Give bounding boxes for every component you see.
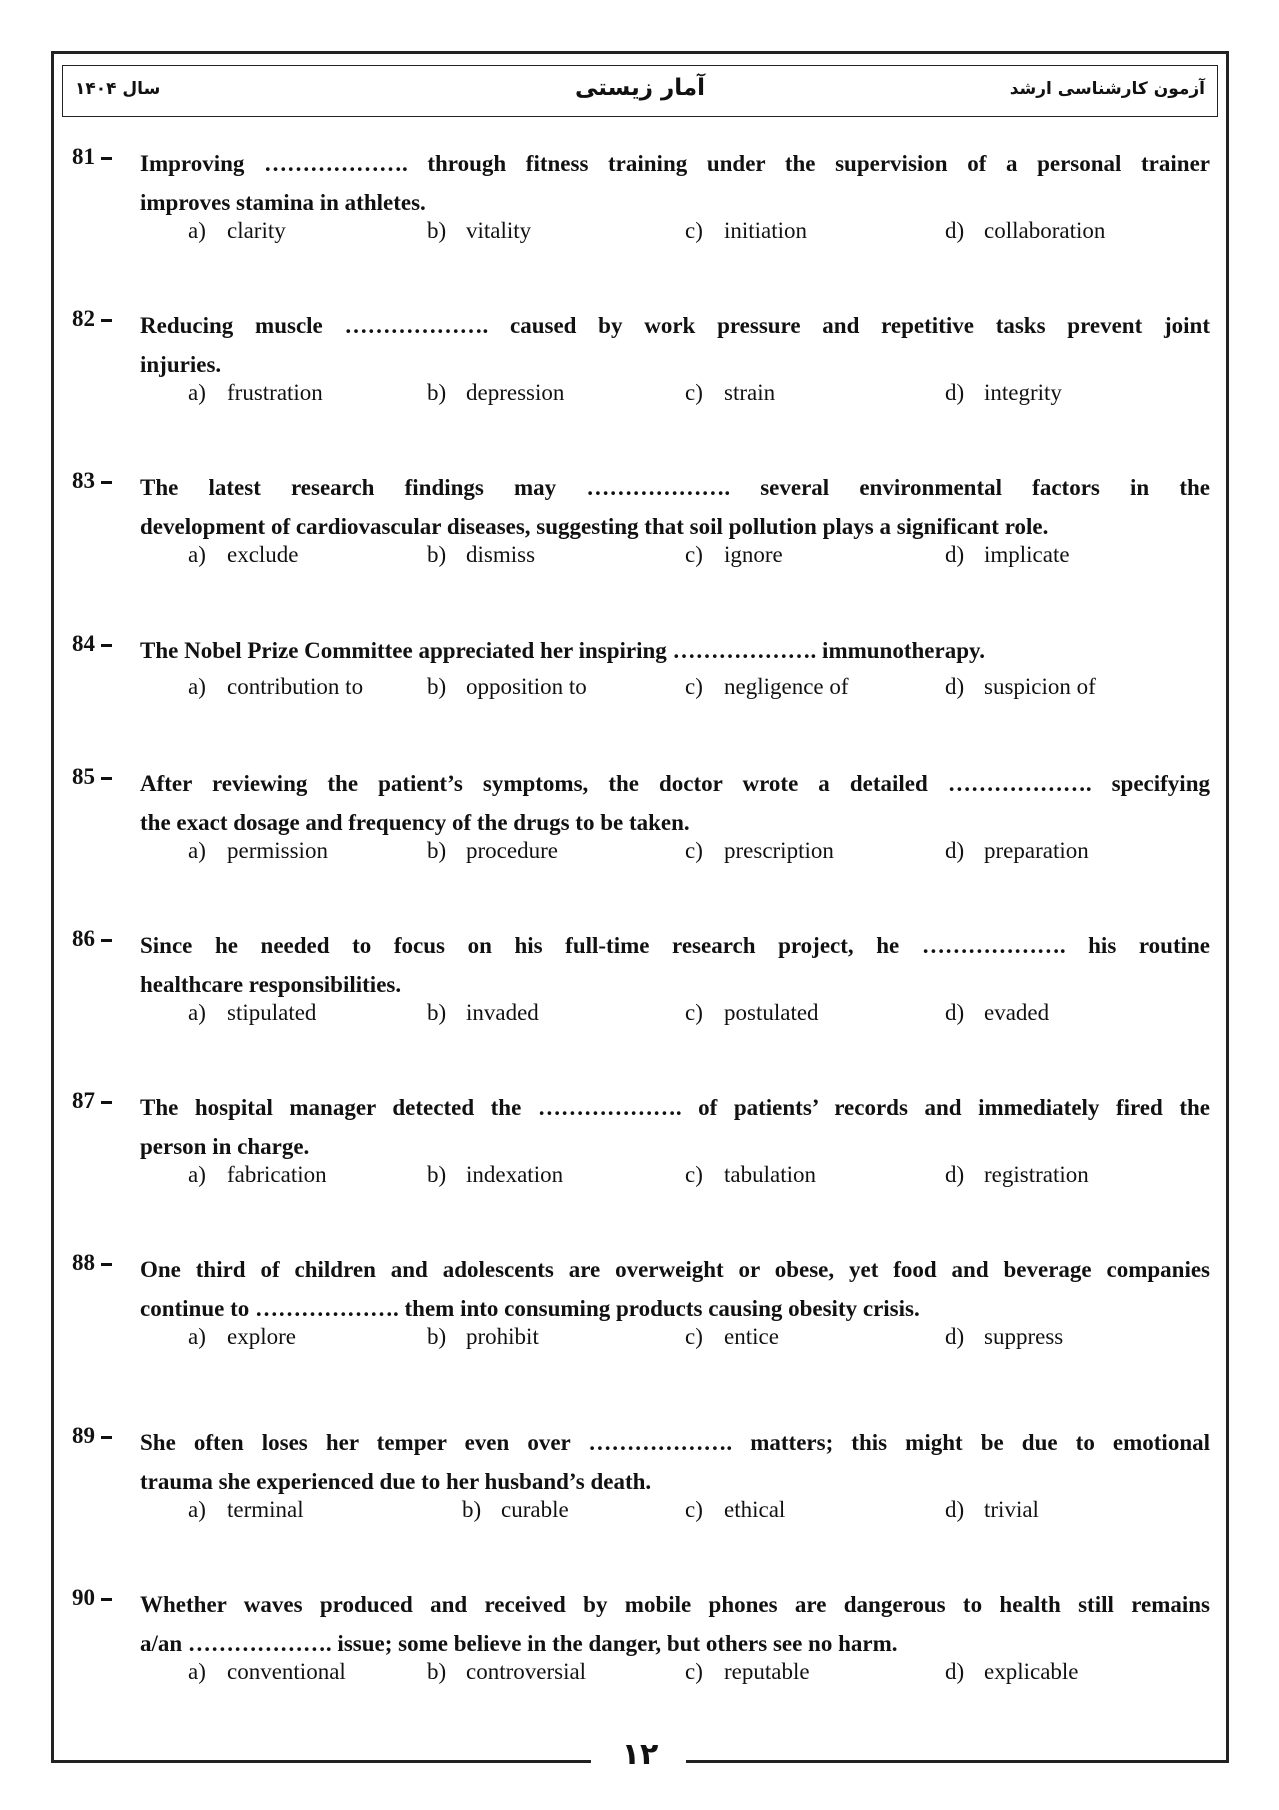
question-text (140, 144, 1210, 222)
answer-option-a[interactable] (188, 380, 323, 406)
question-number-text: 90 (72, 1585, 95, 1610)
answer-options (72, 1497, 1210, 1531)
question-text-line: Reducing muscle ………………. caused by work pressure and repetitive tasks prevent joint (140, 313, 1210, 338)
option-text: registration (984, 1162, 1089, 1187)
option-key: c) (685, 380, 703, 405)
option-key: a) (188, 1659, 206, 1684)
option-text: explore (227, 1324, 296, 1349)
option-text: initiation (724, 218, 808, 243)
answer-options (72, 838, 1210, 872)
option-key: b) (427, 674, 447, 699)
answer-option-c[interactable] (685, 1000, 819, 1026)
answer-option-b[interactable] (427, 1324, 539, 1350)
answer-option-a[interactable] (188, 1497, 304, 1523)
option-text: clarity (227, 218, 286, 243)
option-text: strain (724, 380, 776, 405)
option-key: a) (188, 542, 206, 567)
option-key: c) (685, 542, 703, 567)
answer-option-b[interactable] (427, 1000, 539, 1026)
answer-option-b[interactable] (427, 838, 558, 864)
question-number (72, 926, 112, 952)
question-text-line: improves stamina in athletes. (140, 190, 426, 215)
option-key: a) (188, 218, 206, 243)
option-text: fabrication (227, 1162, 327, 1187)
answer-option-c[interactable] (685, 1324, 779, 1350)
option-text: procedure (466, 838, 558, 863)
question-89 (72, 1423, 1210, 1531)
option-text: opposition to (466, 674, 587, 699)
answer-option-b[interactable] (462, 1497, 569, 1523)
answer-option-a[interactable] (188, 674, 363, 700)
question-text-line: a/an ………………. issue; some believe in the danger, but others see no harm. (140, 1631, 898, 1656)
option-text: permission (227, 838, 328, 863)
question-text-line: She often loses her temper even over ………………. matters; this might be due to emotional (140, 1430, 1210, 1455)
option-text: suppress (984, 1324, 1064, 1349)
question-dash (101, 319, 112, 322)
question-dash (101, 1263, 112, 1266)
question-text-line: healthcare responsibilities. (140, 972, 402, 997)
option-key: d) (945, 1000, 965, 1025)
question-number-text: 88 (72, 1250, 95, 1275)
answer-option-d[interactable] (945, 1162, 1089, 1188)
question-number-text: 87 (72, 1088, 95, 1113)
question-text-line: One third of children and adolescents are overweight or obese, yet food and beverage companies (140, 1257, 1210, 1282)
question-number (72, 1250, 112, 1276)
question-number (72, 468, 112, 494)
answer-option-c[interactable] (685, 674, 849, 700)
question-number (72, 1585, 112, 1611)
option-text: integrity (984, 380, 1062, 405)
answer-option-a[interactable] (188, 1324, 296, 1350)
answer-option-c[interactable] (685, 218, 807, 244)
answer-options (72, 1000, 1210, 1034)
option-key: b) (427, 1000, 447, 1025)
option-key: a) (188, 1497, 206, 1522)
question-text-line: the exact dosage and frequency of the drugs to be taken. (140, 810, 690, 835)
question-text-line: person in charge. (140, 1134, 310, 1159)
answer-option-d[interactable] (945, 380, 1062, 406)
option-key: d) (945, 674, 965, 699)
question-number-text: 84 (72, 631, 95, 656)
question-86 (72, 926, 1210, 1034)
option-text: curable (501, 1497, 569, 1522)
option-key: b) (427, 542, 447, 567)
subject-title: آمار زیستی (575, 75, 705, 101)
option-text: entice (724, 1324, 779, 1349)
question-text (140, 1088, 1210, 1166)
option-text: depression (466, 380, 565, 405)
question-number (72, 306, 112, 332)
answer-options (72, 542, 1210, 576)
question-81 (72, 144, 1210, 252)
question-text-line: After reviewing the patient’s symptoms, the doctor wrote a detailed ………………. specifying (140, 771, 1210, 796)
question-text (140, 1250, 1210, 1328)
option-text: frustration (227, 380, 323, 405)
option-key: d) (945, 380, 965, 405)
question-number-text: 82 (72, 306, 95, 331)
question-82 (72, 306, 1210, 414)
question-87 (72, 1088, 1210, 1196)
option-key: c) (685, 1324, 703, 1349)
footer-rule-right (686, 1760, 1229, 1763)
option-key: c) (685, 1659, 703, 1684)
option-text: evaded (984, 1000, 1050, 1025)
option-text: preparation (984, 838, 1089, 863)
answer-option-c[interactable] (685, 838, 834, 864)
answer-options (72, 218, 1210, 252)
option-text: explicable (984, 1659, 1079, 1684)
option-key: d) (945, 1497, 965, 1522)
answer-option-b[interactable] (427, 674, 587, 700)
option-key: c) (685, 218, 703, 243)
option-text: negligence of (724, 674, 849, 699)
answer-option-a[interactable] (188, 1000, 316, 1026)
option-text: stipulated (227, 1000, 317, 1025)
question-number-text: 85 (72, 764, 95, 789)
option-text: contribution to (227, 674, 364, 699)
question-dash (101, 939, 112, 942)
question-85 (72, 764, 1210, 872)
option-key: a) (188, 1324, 206, 1349)
option-text: prohibit (466, 1324, 539, 1349)
answer-option-c[interactable] (685, 1162, 816, 1188)
option-text: postulated (724, 1000, 819, 1025)
answer-options (72, 674, 1210, 708)
question-text (140, 1423, 1210, 1501)
answer-option-d[interactable] (945, 838, 1089, 864)
answer-option-a[interactable] (188, 1162, 327, 1188)
option-text: collaboration (984, 218, 1106, 243)
answer-option-a[interactable] (188, 1659, 346, 1685)
question-text (140, 764, 1210, 842)
question-dash (101, 157, 112, 160)
question-dash (101, 1101, 112, 1104)
question-number (72, 1423, 112, 1449)
option-key: d) (945, 1659, 965, 1684)
option-text: controversial (466, 1659, 587, 1684)
question-number-text: 89 (72, 1423, 95, 1448)
option-key: c) (685, 674, 703, 699)
option-key: b) (427, 838, 447, 863)
answer-option-a[interactable] (188, 838, 328, 864)
option-key: a) (188, 838, 206, 863)
option-text: conventional (227, 1659, 346, 1684)
option-key: a) (188, 1162, 206, 1187)
answer-option-b[interactable] (427, 380, 564, 406)
option-key: c) (685, 1000, 703, 1025)
option-key: b) (427, 218, 447, 243)
question-88 (72, 1250, 1210, 1358)
question-text (140, 1585, 1210, 1663)
question-text-line: The latest research findings may ………………. several environmental factors in the (140, 475, 1210, 500)
answer-option-c[interactable] (685, 542, 783, 568)
question-number (72, 631, 112, 657)
answer-option-b[interactable] (427, 542, 535, 568)
option-text: implicate (984, 542, 1070, 567)
answer-option-b[interactable] (427, 218, 531, 244)
question-text (140, 468, 1210, 546)
answer-options (72, 380, 1210, 414)
question-number (72, 1088, 112, 1114)
question-number-text: 86 (72, 926, 95, 951)
answer-option-b[interactable] (427, 1659, 586, 1685)
page-number: ۱۲ (621, 1737, 659, 1772)
question-number (72, 144, 112, 170)
question-84 (72, 631, 1210, 708)
answer-option-d[interactable] (945, 1497, 1039, 1523)
question-text (140, 631, 1210, 670)
answer-options (72, 1162, 1210, 1196)
page-header (62, 65, 1218, 117)
option-text: ethical (724, 1497, 786, 1522)
answer-option-a[interactable] (188, 218, 286, 244)
answer-option-d[interactable] (945, 218, 1105, 244)
question-text (140, 306, 1210, 384)
option-key: d) (945, 218, 965, 243)
option-text: invaded (466, 1000, 539, 1025)
question-text-line: development of cardiovascular diseases, suggesting that soil pollution plays a significant role. (140, 514, 1049, 539)
question-90 (72, 1585, 1210, 1693)
option-text: indexation (466, 1162, 564, 1187)
option-text: dismiss (466, 542, 536, 567)
question-dash (101, 644, 112, 647)
question-dash (101, 1598, 112, 1601)
question-text-line: continue to ………………. them into consuming products causing obesity crisis. (140, 1296, 920, 1321)
option-key: d) (945, 542, 965, 567)
option-key: b) (462, 1497, 482, 1522)
answer-option-d[interactable] (945, 674, 1096, 700)
option-text: prescription (724, 838, 834, 863)
option-text: tabulation (724, 1162, 816, 1187)
question-text-line: Whether waves produced and received by mobile phones are dangerous to health still remains (140, 1592, 1210, 1617)
question-text-line: Since he needed to focus on his full-time research project, he ………………. his routine (140, 933, 1210, 958)
option-text: exclude (227, 542, 299, 567)
question-dash (101, 777, 112, 780)
question-83 (72, 468, 1210, 576)
option-text: trivial (984, 1497, 1039, 1522)
option-text: ignore (724, 542, 783, 567)
answer-options (72, 1659, 1210, 1693)
question-dash (101, 481, 112, 484)
option-key: a) (188, 380, 206, 405)
question-dash (101, 1436, 112, 1439)
question-number-text: 81 (72, 144, 95, 169)
question-text-line: trauma she experienced due to her husband’s death. (140, 1469, 652, 1494)
answer-option-d[interactable] (945, 542, 1070, 568)
option-key: d) (945, 838, 965, 863)
option-key: b) (427, 1659, 447, 1684)
option-text: terminal (227, 1497, 304, 1522)
exam-title: آزمون کارشناسی ارشد (1009, 79, 1205, 99)
question-text-line: injuries. (140, 352, 222, 377)
answer-option-c[interactable] (685, 1497, 785, 1523)
option-key: d) (945, 1324, 965, 1349)
question-text-line: Improving ………………. through fitness training under the supervision of a personal trainer (140, 151, 1210, 176)
question-text-line: The hospital manager detected the ………………. of patients’ records and immediately fired the (140, 1095, 1210, 1120)
option-key: b) (427, 1162, 447, 1187)
answer-option-b[interactable] (427, 1162, 563, 1188)
answer-option-d[interactable] (945, 1000, 1049, 1026)
exam-year: سال ۱۴۰۴ (75, 79, 161, 99)
option-key: a) (188, 674, 206, 699)
option-key: c) (685, 1497, 703, 1522)
answer-option-c[interactable] (685, 380, 775, 406)
option-text: vitality (466, 218, 532, 243)
option-key: d) (945, 1162, 965, 1187)
option-text: suspicion of (984, 674, 1096, 699)
answer-option-d[interactable] (945, 1659, 1079, 1685)
option-key: b) (427, 1324, 447, 1349)
answer-option-d[interactable] (945, 1324, 1063, 1350)
answer-option-a[interactable] (188, 542, 299, 568)
answer-options (72, 1324, 1210, 1358)
option-text: reputable (724, 1659, 810, 1684)
option-key: c) (685, 838, 703, 863)
question-number (72, 764, 112, 790)
option-key: c) (685, 1162, 703, 1187)
option-key: b) (427, 380, 447, 405)
question-text (140, 926, 1210, 1004)
question-text-line: The Nobel Prize Committee appreciated her inspiring ………………. immunotherapy. (140, 638, 985, 663)
question-number-text: 83 (72, 468, 95, 493)
option-key: a) (188, 1000, 206, 1025)
footer-rule-left (51, 1760, 591, 1763)
answer-option-c[interactable] (685, 1659, 810, 1685)
